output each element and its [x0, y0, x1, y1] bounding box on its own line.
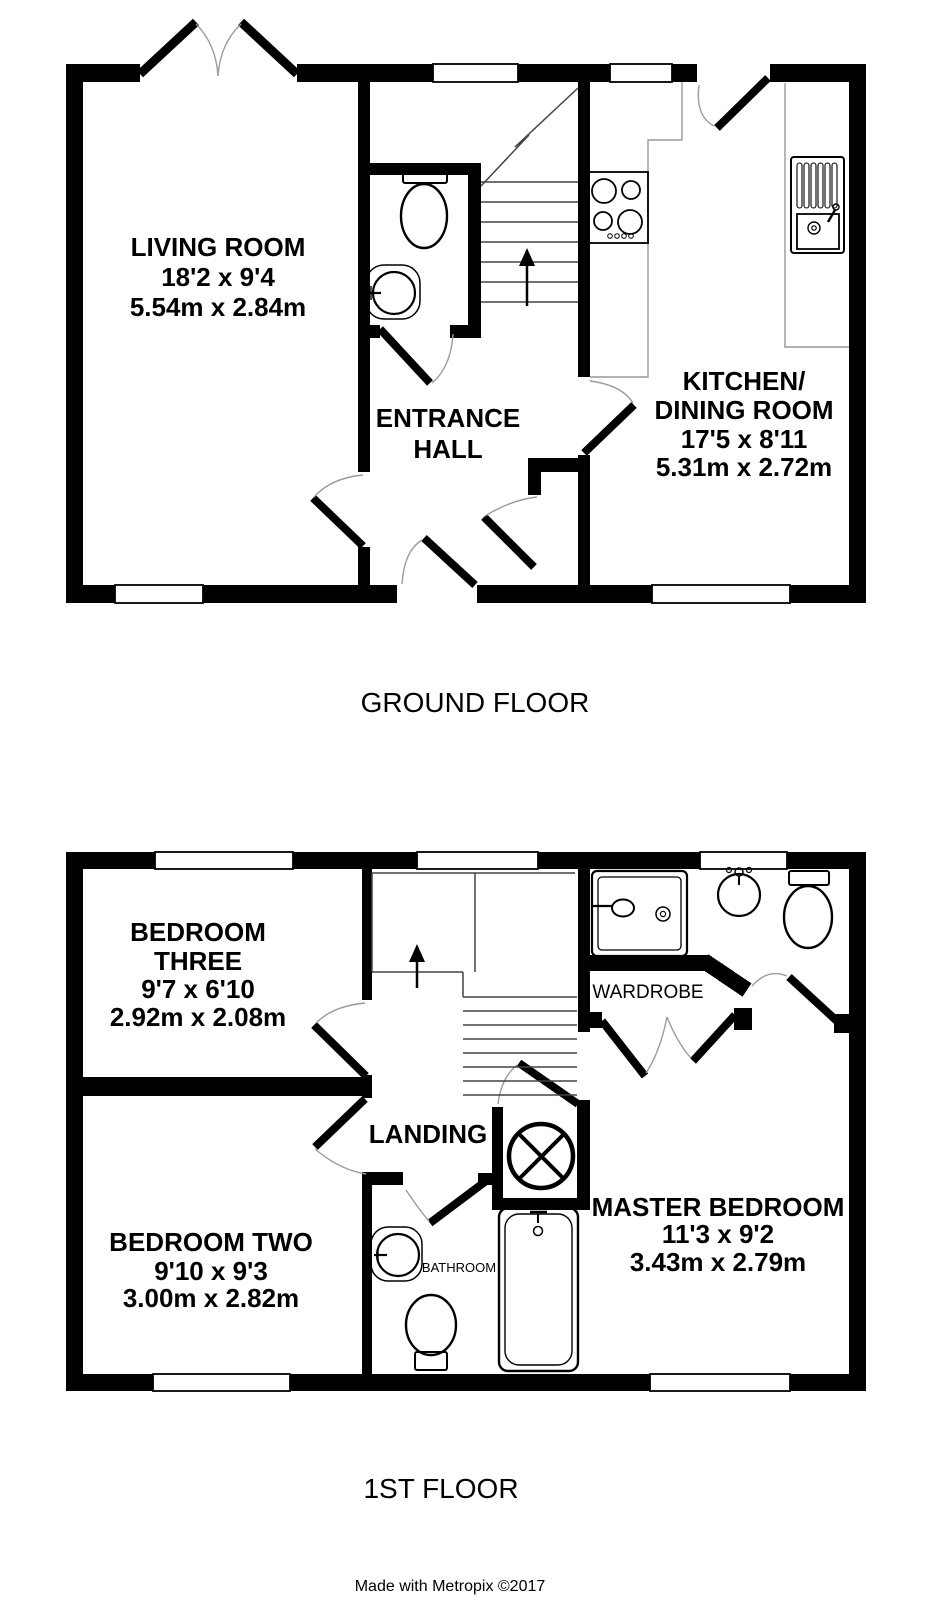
bathtub-icon: [499, 1208, 578, 1371]
shower-icon: [592, 871, 687, 956]
bedroom-two-label: BEDROOM TWO: [109, 1227, 313, 1257]
kitchen-label: KITCHEN/: [682, 366, 806, 396]
master-bedroom-label: MASTER BEDROOM: [591, 1192, 845, 1222]
stairs-break-line: [481, 88, 578, 186]
ensuite-fixtures: [592, 868, 832, 957]
wardrobe-label: WARDROBE: [592, 982, 704, 1003]
window: [153, 1374, 290, 1391]
bedroom-two-size-imperial: 9'10 x 9'3: [154, 1256, 268, 1286]
bathroom-label: BATHROOM: [421, 1260, 497, 1275]
bedroom-three-label: BEDROOM: [130, 917, 266, 947]
first-floor-caption: 1ST FLOOR: [363, 1473, 519, 1504]
living-room-size-metric: 5.54m x 2.84m: [129, 292, 307, 322]
hob-icon: [588, 172, 648, 243]
basin-icon: [366, 265, 420, 319]
toilet-icon: [784, 871, 832, 948]
bathroom-fixtures: [371, 1208, 578, 1371]
kitchen-sink-unit-icon: [791, 157, 844, 253]
basin-icon: [371, 1227, 422, 1281]
wc-fixtures: [366, 167, 447, 319]
stairs-icon: [372, 873, 577, 1095]
window: [433, 64, 518, 82]
ground-floor-plan: [66, 22, 866, 718]
master-bedroom-size-imperial: 11'3 x 9'2: [661, 1219, 775, 1249]
window: [650, 1374, 790, 1391]
stairs-up-arrow-icon: [519, 248, 535, 306]
window: [652, 585, 790, 603]
first-floor-plan: [66, 852, 866, 1504]
toilet-icon: [406, 1295, 456, 1370]
living-room-size-imperial: 18'2 x 9'4: [161, 262, 275, 292]
toilet-icon: [401, 167, 447, 248]
window: [115, 585, 203, 603]
ground-floor-caption: GROUND FLOOR: [360, 687, 590, 718]
walls: [66, 64, 866, 603]
kitchen-size-metric: 5.31m x 2.72m: [655, 452, 833, 482]
cylinder-icon: [509, 1124, 573, 1188]
landing-label: LANDING: [368, 1119, 488, 1149]
kitchen-size-imperial: 17'5 x 8'11: [680, 424, 808, 454]
bedroom-three-size-imperial: 9'7 x 6'10: [141, 974, 255, 1004]
window: [155, 852, 293, 869]
master-bedroom-size-metric: 3.43m x 2.79m: [629, 1247, 807, 1277]
bedroom-two-size-metric: 3.00m x 2.82m: [122, 1283, 300, 1313]
bedroom-three-size-metric: 2.92m x 2.08m: [109, 1002, 287, 1032]
bedroom-three-label: THREE: [153, 946, 243, 976]
metropix-credit: Made with Metropix ©2017: [354, 1578, 546, 1595]
kitchen-label: DINING ROOM: [654, 395, 834, 425]
window: [417, 852, 538, 869]
ground-floor-labels: [130, 232, 834, 718]
stairs-up-arrow-icon: [409, 944, 425, 988]
first-floor-labels: [109, 917, 844, 1504]
window: [610, 64, 672, 82]
living-room-label: LIVING ROOM: [130, 232, 306, 262]
stairs-icon: [481, 88, 578, 306]
sink-icon: [718, 868, 760, 917]
entrance-hall-label: HALL: [413, 434, 483, 464]
window: [700, 852, 787, 869]
entrance-hall-label: ENTRANCE: [375, 403, 521, 433]
